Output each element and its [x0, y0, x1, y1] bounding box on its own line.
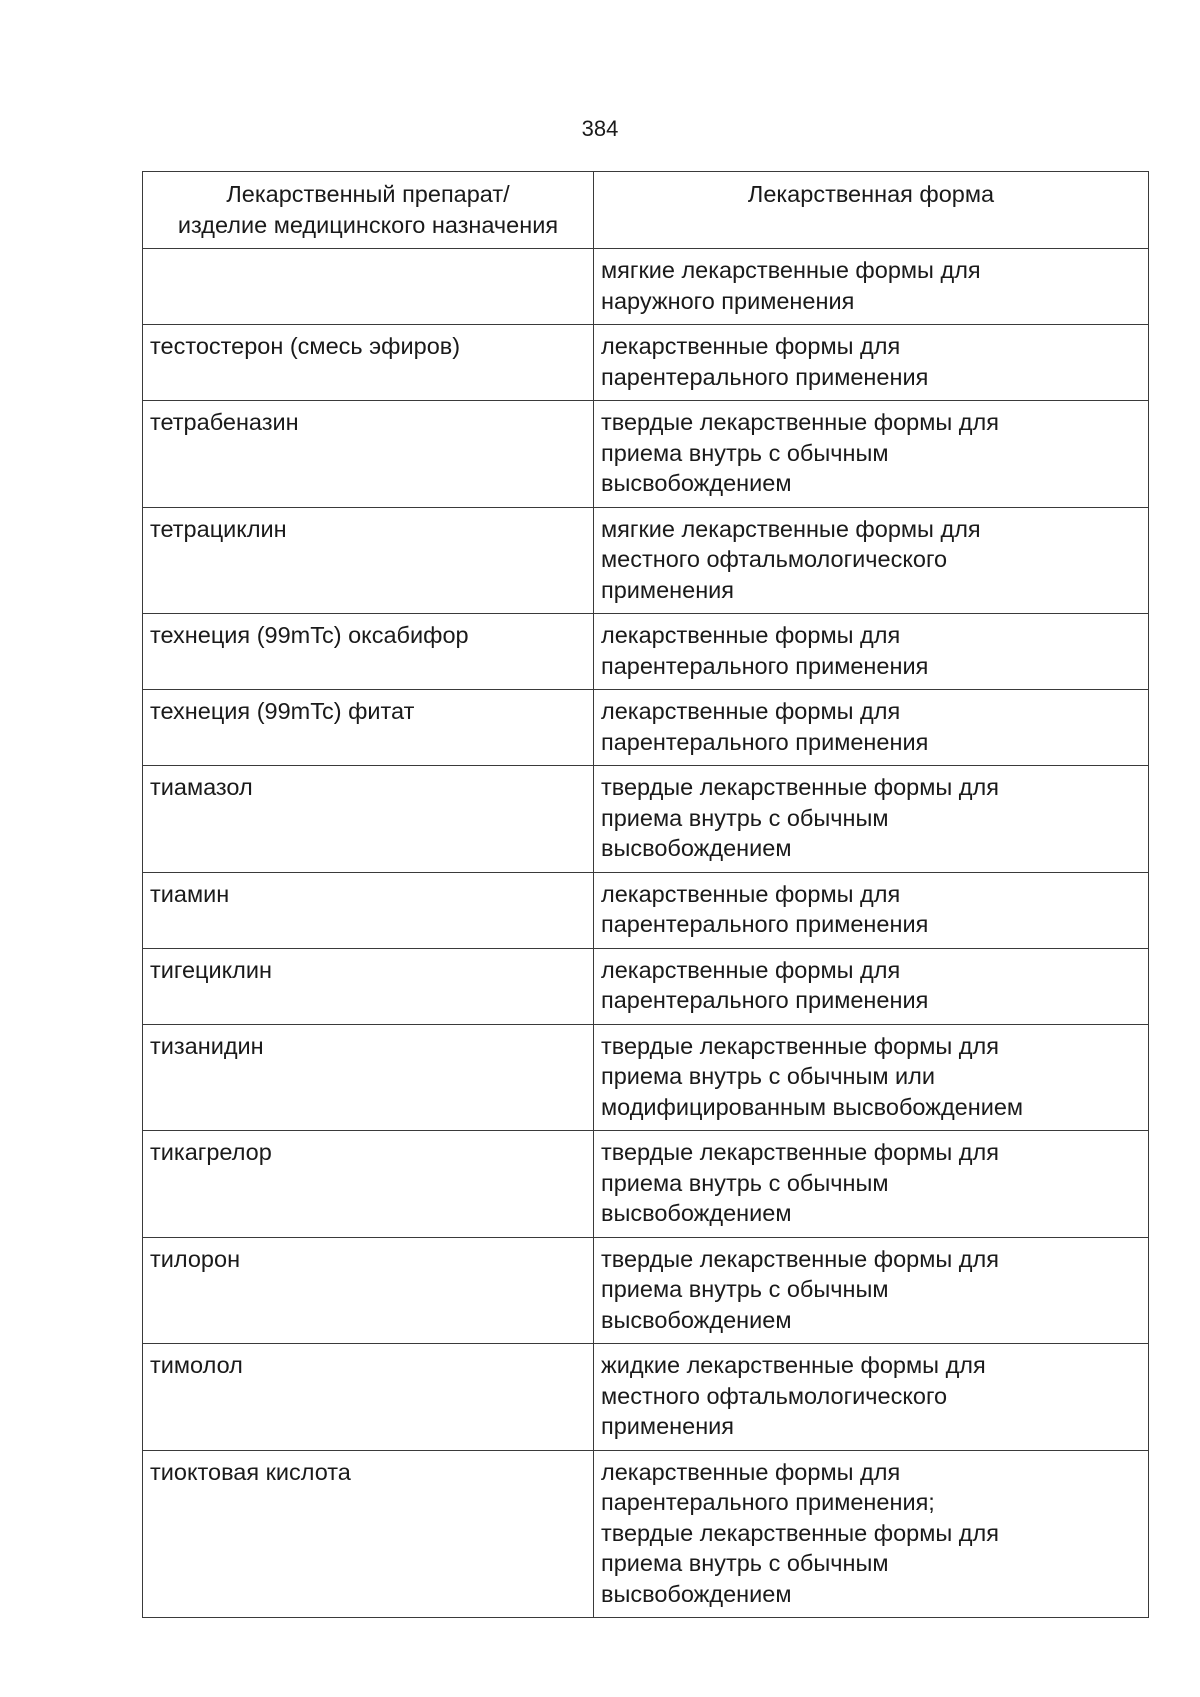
table-row	[143, 1450, 1149, 1618]
form-cell: лекарственные формы для парентерального применения	[594, 948, 1149, 1024]
table-row	[143, 401, 1149, 508]
drug-cell: тиамазол	[143, 766, 594, 873]
table-row	[143, 614, 1149, 690]
form-cell: твердые лекарственные формы для приема внутрь с обычным высвобождением	[594, 766, 1149, 873]
form-cell: твердые лекарственные формы для приема внутрь с обычным высвобождением	[594, 401, 1149, 508]
table-row	[143, 1131, 1149, 1238]
form-cell: твердые лекарственные формы для приема внутрь с обычным или модифицированным высвобождением	[594, 1024, 1149, 1131]
form-cell: твердые лекарственные формы для приема внутрь с обычным высвобождением	[594, 1237, 1149, 1344]
drug-cell: технеция (99mTc) фитат	[143, 690, 594, 766]
drug-cell: тетрабеназин	[143, 401, 594, 508]
form-cell: мягкие лекарственные формы для местного офтальмологического применения	[594, 507, 1149, 614]
table-row	[143, 325, 1149, 401]
drug-cell: технеция (99mTc) оксабифор	[143, 614, 594, 690]
form-cell: лекарственные формы для парентерального применения	[594, 690, 1149, 766]
drug-cell: тетрациклин	[143, 507, 594, 614]
header-drug: Лекарственный препарат/ изделие медицинского назначения	[143, 172, 594, 249]
drug-forms-table	[142, 171, 1149, 1618]
drug-cell	[143, 249, 594, 325]
table-row	[143, 1344, 1149, 1451]
table-row	[143, 1024, 1149, 1131]
drug-cell: тестостерон (смесь эфиров)	[143, 325, 594, 401]
drug-cell: тимолол	[143, 1344, 594, 1451]
form-cell: лекарственные формы для парентерального применения	[594, 614, 1149, 690]
table-row	[143, 948, 1149, 1024]
table-row	[143, 690, 1149, 766]
page-number: 384	[581, 116, 619, 141]
table-row	[143, 507, 1149, 614]
drug-cell: тилорон	[143, 1237, 594, 1344]
form-cell: лекарственные формы для парентерального применения	[594, 872, 1149, 948]
form-cell: мягкие лекарственные формы для наружного применения	[594, 249, 1149, 325]
form-cell: жидкие лекарственные формы для местного офтальмологического применения	[594, 1344, 1149, 1451]
drug-cell: тигециклин	[143, 948, 594, 1024]
drug-cell: тикагрелор	[143, 1131, 594, 1238]
form-cell: лекарственные формы для парентерального применения; твердые лекарственные формы для приема внутрь с обычным высвобождением	[594, 1450, 1149, 1618]
table-body	[143, 249, 1149, 1618]
form-cell: лекарственные формы для парентерального применения	[594, 325, 1149, 401]
header-row	[143, 172, 1149, 249]
drug-cell: тиоктовая кислота	[143, 1450, 594, 1618]
table-row	[143, 1237, 1149, 1344]
table-row	[143, 872, 1149, 948]
drug-cell: тизанидин	[143, 1024, 594, 1131]
table-row	[143, 766, 1149, 873]
table-header	[143, 172, 1149, 249]
header-form: Лекарственная форма	[594, 172, 1149, 249]
table-row	[143, 249, 1149, 325]
drug-cell: тиамин	[143, 872, 594, 948]
form-cell: твердые лекарственные формы для приема внутрь с обычным высвобождением	[594, 1131, 1149, 1238]
